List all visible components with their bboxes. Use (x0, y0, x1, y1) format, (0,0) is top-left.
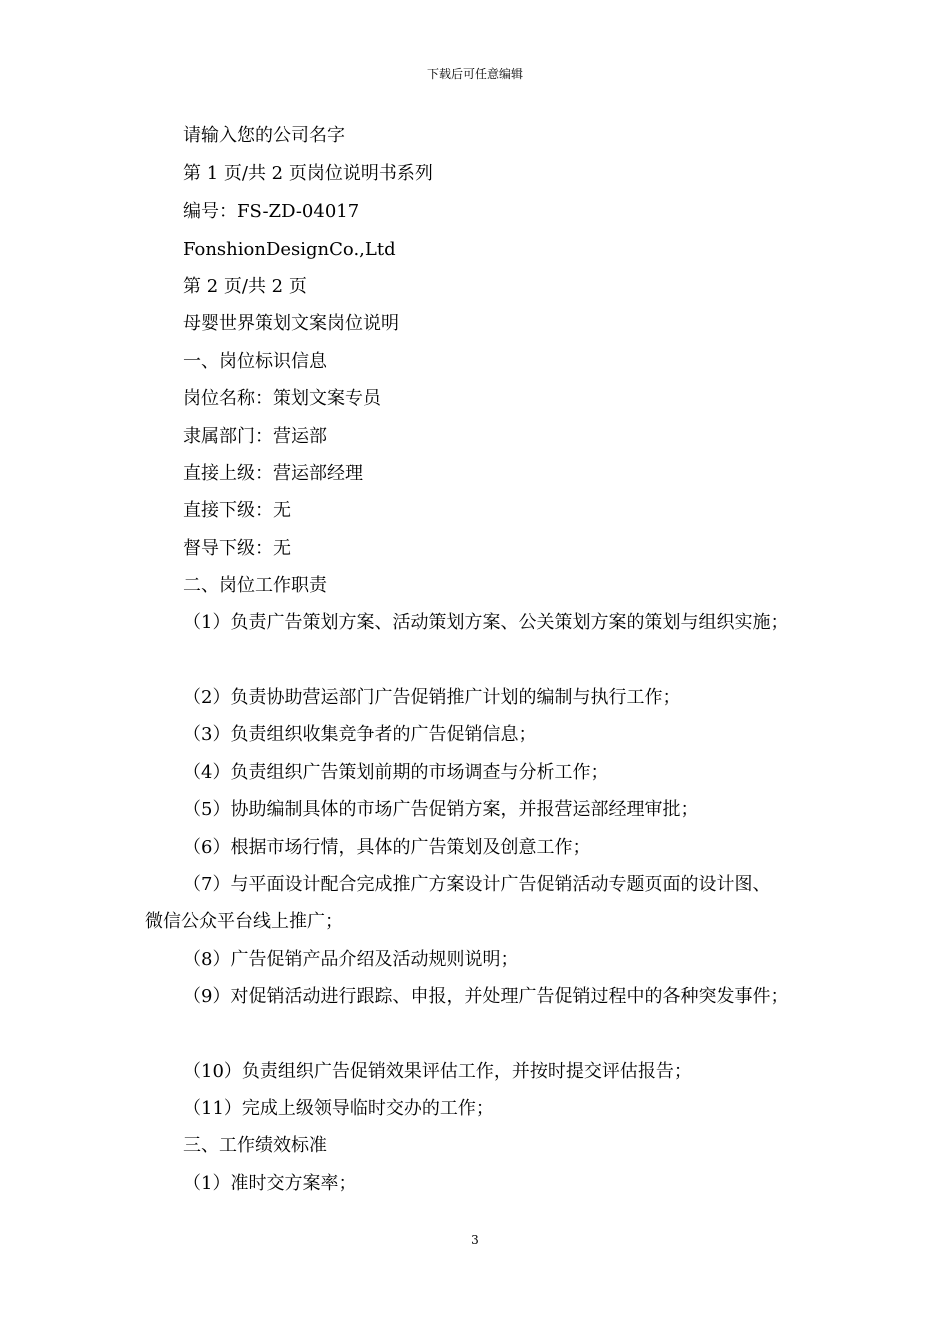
duty-item-8: （8）广告促销产品介绍及活动规则说明； (183, 949, 519, 970)
section-heading-3: 三、工作绩效标准 (183, 1135, 327, 1156)
duty-item-5: （5）协助编制具体的市场广告促销方案，并报营运部经理审批； (183, 799, 699, 820)
duty-item-7: （7）与平面设计配合完成推广方案设计广告促销活动专题页面的设计图、 (183, 874, 771, 895)
duty-item-1: （1）负责广告策划方案、活动策划方案、公关策划方案的策划与组织实施； (183, 612, 789, 633)
page-header: 下载后可任意编辑 (426, 67, 523, 81)
page-series-label: 第 1 页/共 2 页岗位说明书系列 (183, 163, 433, 184)
duty-item-11: （11）完成上级领导临时交办的工作； (183, 1098, 494, 1119)
document-number: 编号：FS-ZD-04017 (183, 201, 360, 222)
duty-item-9: （9）对促销活动进行跟踪、申报，并处理广告促销过程中的各种突发事件； (183, 986, 789, 1007)
duty-item-10: （10）负责组织广告促销效果评估工作，并按时提交评估报告； (183, 1061, 692, 1082)
section-heading-1: 一、岗位标识信息 (183, 351, 327, 372)
duty-item-3: （3）负责组织收集竞争者的广告促销信息； (183, 724, 537, 745)
duty-item-4: （4）负责组织广告策划前期的市场调查与分析工作； (183, 762, 609, 783)
company-english-name: FonshionDesignCo.,Ltd (183, 239, 396, 260)
performance-item-1: （1）准时交方案率； (183, 1173, 357, 1194)
supervised-subordinate: 督导下级：无 (183, 538, 291, 559)
page-count: 第 2 页/共 2 页 (183, 276, 307, 297)
page-number: 3 (471, 1233, 479, 1247)
department: 隶属部门：营运部 (183, 426, 327, 447)
direct-subordinate: 直接下级：无 (183, 500, 291, 521)
duty-item-7-continued: 微信公众平台线上推广； (145, 911, 343, 932)
document-title: 母婴世界策划文案岗位说明 (183, 313, 399, 334)
company-name-placeholder: 请输入您的公司名字 (183, 125, 345, 146)
direct-superior: 直接上级：营运部经理 (183, 463, 363, 484)
position-name: 岗位名称：策划文案专员 (183, 388, 381, 409)
duty-item-6: （6）根据市场行情，具体的广告策划及创意工作； (183, 837, 591, 858)
duty-item-2: （2）负责协助营运部门广告促销推广计划的编制与执行工作； (183, 687, 681, 708)
section-heading-2: 二、岗位工作职责 (183, 575, 327, 596)
